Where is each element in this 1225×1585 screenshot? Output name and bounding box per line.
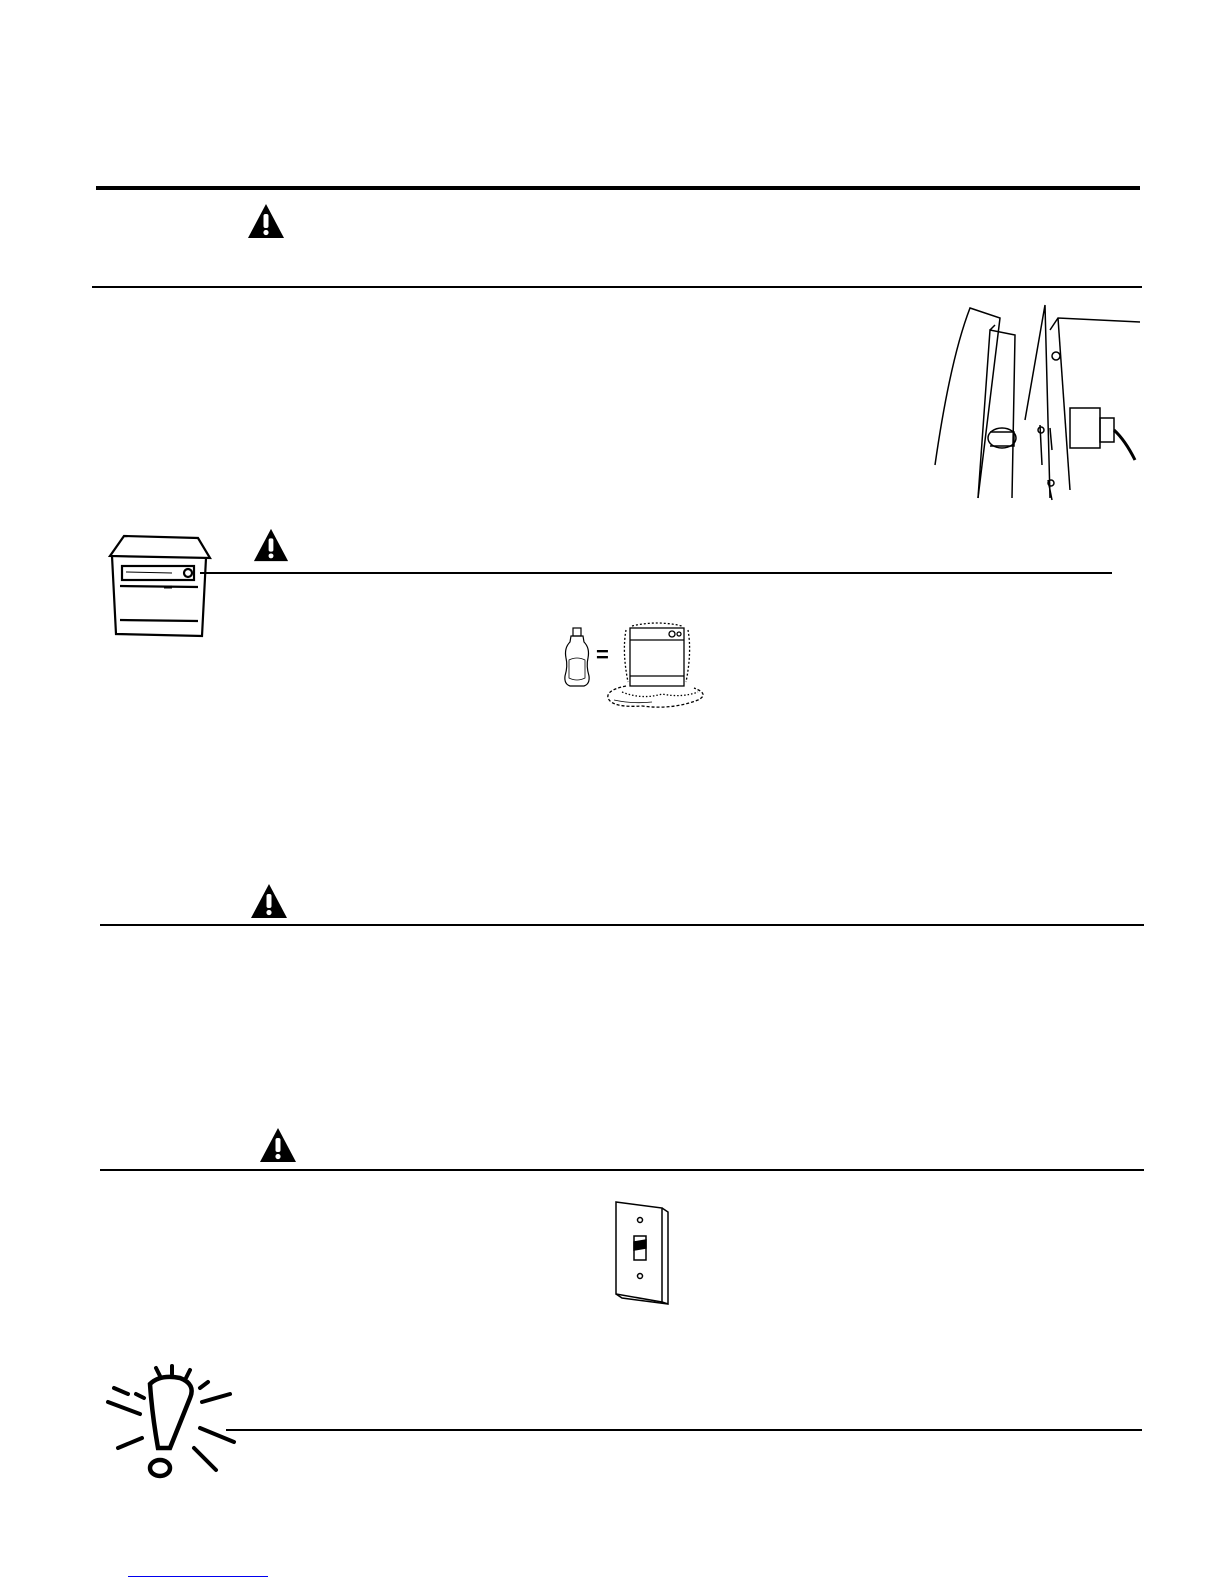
warning-triangle-icon (246, 202, 286, 240)
section-rule (226, 1429, 1142, 1431)
equals-symbol: = (596, 642, 609, 667)
section-rule (100, 924, 1144, 926)
section-rule (200, 572, 1112, 574)
exclamation-tip-icon (104, 1364, 238, 1484)
top-rule (96, 186, 1140, 190)
door-latch-illustration (930, 300, 1145, 505)
dish-soap-bottle-icon (562, 626, 592, 688)
dishwasher-icon (106, 532, 214, 640)
dishwasher-suds-overflow-icon (602, 622, 712, 714)
section-rule (100, 1169, 1144, 1171)
warning-triangle-icon (252, 526, 290, 564)
section-rule (92, 286, 1142, 288)
warning-triangle-icon (258, 1126, 298, 1164)
warning-triangle-icon (249, 882, 289, 920)
footer-link-underline[interactable] (128, 1576, 268, 1577)
wall-switch-icon (612, 1198, 672, 1306)
